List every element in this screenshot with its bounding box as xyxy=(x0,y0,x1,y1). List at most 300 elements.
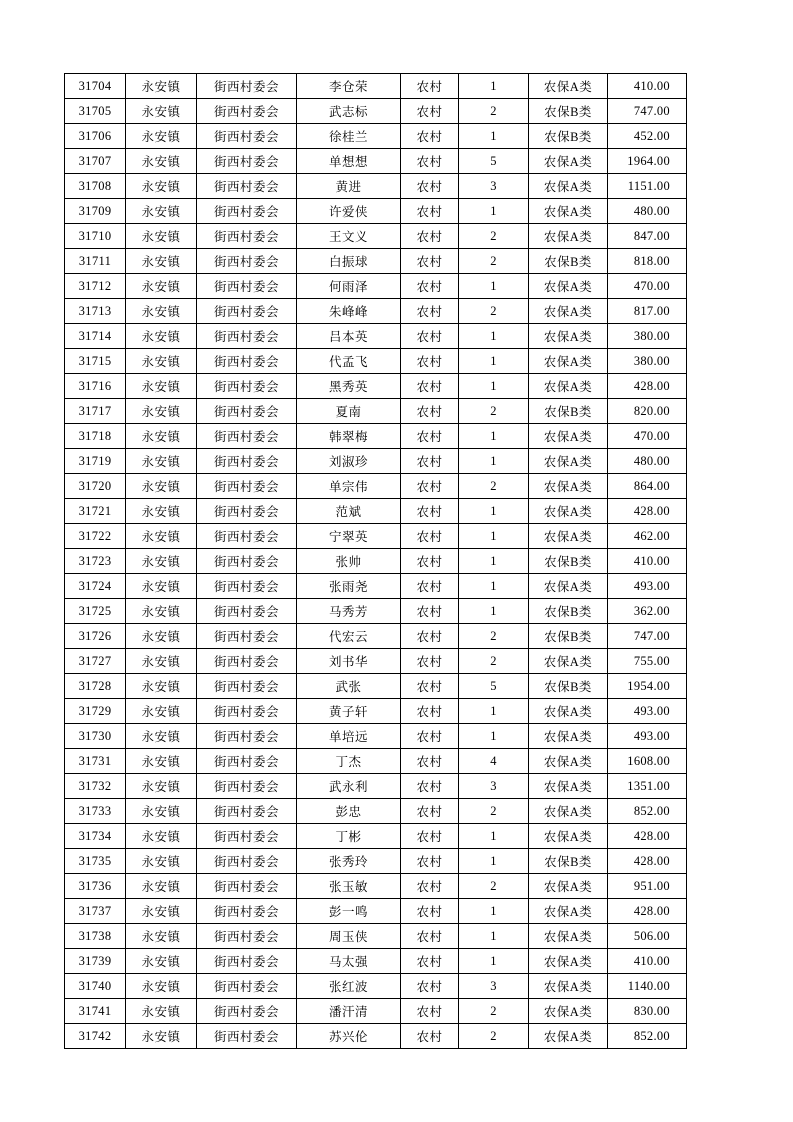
cell-count: 3 xyxy=(459,774,529,799)
cell-category: 农保A类 xyxy=(529,524,608,549)
cell-town: 永安镇 xyxy=(126,474,197,499)
cell-town: 永安镇 xyxy=(126,949,197,974)
cell-town: 永安镇 xyxy=(126,699,197,724)
cell-town: 永安镇 xyxy=(126,549,197,574)
cell-residence: 农村 xyxy=(401,199,459,224)
cell-village: 街西村委会 xyxy=(197,324,297,349)
cell-count: 2 xyxy=(459,474,529,499)
cell-residence: 农村 xyxy=(401,924,459,949)
table-row xyxy=(65,474,687,499)
cell-name: 彭忠 xyxy=(297,799,401,824)
cell-id: 31715 xyxy=(65,349,126,374)
cell-name: 夏南 xyxy=(297,399,401,424)
cell-village: 街西村委会 xyxy=(197,349,297,374)
cell-residence: 农村 xyxy=(401,799,459,824)
cell-village: 街西村委会 xyxy=(197,399,297,424)
table-row xyxy=(65,124,687,149)
cell-village: 街西村委会 xyxy=(197,574,297,599)
table-row xyxy=(65,624,687,649)
cell-amount: 817.00 xyxy=(608,299,687,324)
cell-category: 农保A类 xyxy=(529,699,608,724)
cell-residence: 农村 xyxy=(401,399,459,424)
cell-category: 农保A类 xyxy=(529,774,608,799)
cell-residence: 农村 xyxy=(401,474,459,499)
cell-id: 31738 xyxy=(65,924,126,949)
cell-category: 农保A类 xyxy=(529,799,608,824)
cell-name: 丁杰 xyxy=(297,749,401,774)
cell-amount: 830.00 xyxy=(608,999,687,1024)
cell-residence: 农村 xyxy=(401,1024,459,1049)
cell-amount: 480.00 xyxy=(608,449,687,474)
table-row xyxy=(65,324,687,349)
cell-count: 2 xyxy=(459,999,529,1024)
cell-name: 宁翠英 xyxy=(297,524,401,549)
cell-name: 黑秀英 xyxy=(297,374,401,399)
cell-village: 街西村委会 xyxy=(197,199,297,224)
cell-amount: 1151.00 xyxy=(608,174,687,199)
table-row xyxy=(65,249,687,274)
cell-town: 永安镇 xyxy=(126,324,197,349)
cell-village: 街西村委会 xyxy=(197,874,297,899)
cell-name: 李仓荣 xyxy=(297,74,401,99)
table-row xyxy=(65,99,687,124)
cell-residence: 农村 xyxy=(401,899,459,924)
cell-id: 31736 xyxy=(65,874,126,899)
cell-amount: 1964.00 xyxy=(608,149,687,174)
cell-residence: 农村 xyxy=(401,949,459,974)
cell-name: 潘汗清 xyxy=(297,999,401,1024)
cell-id: 31737 xyxy=(65,899,126,924)
cell-name: 朱峰峰 xyxy=(297,299,401,324)
table-row xyxy=(65,74,687,99)
cell-name: 彭一鸣 xyxy=(297,899,401,924)
table-row xyxy=(65,949,687,974)
cell-residence: 农村 xyxy=(401,999,459,1024)
cell-town: 永安镇 xyxy=(126,924,197,949)
cell-town: 永安镇 xyxy=(126,1024,197,1049)
cell-name: 张雨尧 xyxy=(297,574,401,599)
cell-amount: 428.00 xyxy=(608,849,687,874)
cell-amount: 493.00 xyxy=(608,699,687,724)
table-row xyxy=(65,374,687,399)
records-table xyxy=(64,73,687,1049)
cell-residence: 农村 xyxy=(401,524,459,549)
cell-residence: 农村 xyxy=(401,974,459,999)
table-row xyxy=(65,699,687,724)
cell-amount: 493.00 xyxy=(608,724,687,749)
cell-village: 街西村委会 xyxy=(197,549,297,574)
cell-amount: 410.00 xyxy=(608,549,687,574)
cell-town: 永安镇 xyxy=(126,724,197,749)
cell-id: 31711 xyxy=(65,249,126,274)
cell-name: 周玉侠 xyxy=(297,924,401,949)
table-row xyxy=(65,349,687,374)
cell-category: 农保A类 xyxy=(529,574,608,599)
cell-id: 31730 xyxy=(65,724,126,749)
cell-town: 永安镇 xyxy=(126,649,197,674)
cell-count: 1 xyxy=(459,324,529,349)
table-row xyxy=(65,399,687,424)
table-row xyxy=(65,824,687,849)
cell-amount: 818.00 xyxy=(608,249,687,274)
cell-village: 街西村委会 xyxy=(197,149,297,174)
cell-count: 3 xyxy=(459,974,529,999)
cell-town: 永安镇 xyxy=(126,124,197,149)
cell-category: 农保A类 xyxy=(529,299,608,324)
cell-name: 苏兴伦 xyxy=(297,1024,401,1049)
cell-residence: 农村 xyxy=(401,224,459,249)
cell-name: 张帅 xyxy=(297,549,401,574)
table-row xyxy=(65,199,687,224)
cell-residence: 农村 xyxy=(401,324,459,349)
cell-category: 农保A类 xyxy=(529,949,608,974)
cell-name: 代孟飞 xyxy=(297,349,401,374)
cell-village: 街西村委会 xyxy=(197,699,297,724)
table-row xyxy=(65,499,687,524)
cell-id: 31709 xyxy=(65,199,126,224)
cell-count: 2 xyxy=(459,299,529,324)
cell-category: 农保B类 xyxy=(529,124,608,149)
cell-id: 31719 xyxy=(65,449,126,474)
cell-amount: 747.00 xyxy=(608,99,687,124)
cell-residence: 农村 xyxy=(401,149,459,174)
table-row xyxy=(65,549,687,574)
cell-residence: 农村 xyxy=(401,424,459,449)
cell-residence: 农村 xyxy=(401,724,459,749)
cell-village: 街西村委会 xyxy=(197,99,297,124)
cell-town: 永安镇 xyxy=(126,524,197,549)
cell-residence: 农村 xyxy=(401,774,459,799)
cell-count: 2 xyxy=(459,799,529,824)
cell-town: 永安镇 xyxy=(126,199,197,224)
cell-category: 农保A类 xyxy=(529,224,608,249)
cell-id: 31713 xyxy=(65,299,126,324)
cell-village: 街西村委会 xyxy=(197,1024,297,1049)
cell-category: 农保A类 xyxy=(529,974,608,999)
cell-category: 农保A类 xyxy=(529,349,608,374)
cell-id: 31740 xyxy=(65,974,126,999)
table-row xyxy=(65,274,687,299)
cell-id: 31710 xyxy=(65,224,126,249)
cell-name: 范斌 xyxy=(297,499,401,524)
cell-category: 农保A类 xyxy=(529,149,608,174)
cell-id: 31731 xyxy=(65,749,126,774)
cell-category: 农保B类 xyxy=(529,249,608,274)
cell-count: 1 xyxy=(459,924,529,949)
table-row xyxy=(65,799,687,824)
cell-village: 街西村委会 xyxy=(197,449,297,474)
cell-category: 农保A类 xyxy=(529,649,608,674)
cell-name: 黄进 xyxy=(297,174,401,199)
cell-count: 1 xyxy=(459,124,529,149)
cell-town: 永安镇 xyxy=(126,174,197,199)
cell-amount: 470.00 xyxy=(608,274,687,299)
cell-amount: 1608.00 xyxy=(608,749,687,774)
cell-id: 31733 xyxy=(65,799,126,824)
cell-id: 31741 xyxy=(65,999,126,1024)
cell-count: 1 xyxy=(459,274,529,299)
cell-village: 街西村委会 xyxy=(197,624,297,649)
cell-village: 街西村委会 xyxy=(197,849,297,874)
cell-village: 街西村委会 xyxy=(197,799,297,824)
cell-id: 31704 xyxy=(65,74,126,99)
cell-name: 武张 xyxy=(297,674,401,699)
table-row xyxy=(65,449,687,474)
cell-amount: 428.00 xyxy=(608,499,687,524)
table-row xyxy=(65,974,687,999)
table-row xyxy=(65,774,687,799)
cell-id: 31728 xyxy=(65,674,126,699)
cell-village: 街西村委会 xyxy=(197,974,297,999)
cell-category: 农保A类 xyxy=(529,499,608,524)
cell-count: 1 xyxy=(459,949,529,974)
cell-residence: 农村 xyxy=(401,574,459,599)
cell-id: 31723 xyxy=(65,549,126,574)
cell-category: 农保A类 xyxy=(529,749,608,774)
cell-count: 1 xyxy=(459,849,529,874)
cell-amount: 820.00 xyxy=(608,399,687,424)
cell-count: 1 xyxy=(459,899,529,924)
cell-count: 1 xyxy=(459,724,529,749)
cell-count: 2 xyxy=(459,99,529,124)
cell-id: 31739 xyxy=(65,949,126,974)
cell-count: 1 xyxy=(459,374,529,399)
cell-residence: 农村 xyxy=(401,299,459,324)
cell-amount: 747.00 xyxy=(608,624,687,649)
cell-id: 31742 xyxy=(65,1024,126,1049)
table-row xyxy=(65,849,687,874)
cell-name: 何雨泽 xyxy=(297,274,401,299)
cell-count: 2 xyxy=(459,1024,529,1049)
cell-id: 31729 xyxy=(65,699,126,724)
cell-count: 2 xyxy=(459,399,529,424)
cell-name: 单培远 xyxy=(297,724,401,749)
cell-category: 农保B类 xyxy=(529,399,608,424)
cell-village: 街西村委会 xyxy=(197,124,297,149)
cell-amount: 410.00 xyxy=(608,74,687,99)
cell-residence: 农村 xyxy=(401,449,459,474)
cell-amount: 1954.00 xyxy=(608,674,687,699)
table-row xyxy=(65,874,687,899)
cell-category: 农保A类 xyxy=(529,174,608,199)
cell-amount: 452.00 xyxy=(608,124,687,149)
cell-village: 街西村委会 xyxy=(197,174,297,199)
cell-name: 韩翠梅 xyxy=(297,424,401,449)
cell-village: 街西村委会 xyxy=(197,999,297,1024)
table-row xyxy=(65,649,687,674)
cell-id: 31705 xyxy=(65,99,126,124)
cell-residence: 农村 xyxy=(401,249,459,274)
cell-name: 张红波 xyxy=(297,974,401,999)
cell-count: 2 xyxy=(459,874,529,899)
cell-category: 农保B类 xyxy=(529,624,608,649)
cell-id: 31706 xyxy=(65,124,126,149)
cell-category: 农保A类 xyxy=(529,474,608,499)
cell-residence: 农村 xyxy=(401,349,459,374)
cell-category: 农保A类 xyxy=(529,824,608,849)
cell-amount: 480.00 xyxy=(608,199,687,224)
cell-name: 丁彬 xyxy=(297,824,401,849)
cell-residence: 农村 xyxy=(401,124,459,149)
cell-count: 1 xyxy=(459,699,529,724)
cell-category: 农保A类 xyxy=(529,374,608,399)
cell-category: 农保B类 xyxy=(529,549,608,574)
cell-town: 永安镇 xyxy=(126,574,197,599)
cell-residence: 农村 xyxy=(401,824,459,849)
cell-village: 街西村委会 xyxy=(197,499,297,524)
cell-amount: 428.00 xyxy=(608,824,687,849)
cell-id: 31707 xyxy=(65,149,126,174)
cell-village: 街西村委会 xyxy=(197,774,297,799)
cell-count: 2 xyxy=(459,224,529,249)
cell-name: 王文义 xyxy=(297,224,401,249)
cell-residence: 农村 xyxy=(401,699,459,724)
cell-town: 永安镇 xyxy=(126,999,197,1024)
cell-village: 街西村委会 xyxy=(197,724,297,749)
cell-id: 31734 xyxy=(65,824,126,849)
cell-name: 刘书华 xyxy=(297,649,401,674)
table-row xyxy=(65,174,687,199)
cell-id: 31718 xyxy=(65,424,126,449)
cell-amount: 410.00 xyxy=(608,949,687,974)
cell-amount: 506.00 xyxy=(608,924,687,949)
cell-count: 1 xyxy=(459,549,529,574)
cell-id: 31714 xyxy=(65,324,126,349)
cell-town: 永安镇 xyxy=(126,449,197,474)
cell-count: 5 xyxy=(459,149,529,174)
table-row xyxy=(65,574,687,599)
cell-name: 徐桂兰 xyxy=(297,124,401,149)
cell-village: 街西村委会 xyxy=(197,224,297,249)
cell-town: 永安镇 xyxy=(126,74,197,99)
cell-residence: 农村 xyxy=(401,549,459,574)
cell-town: 永安镇 xyxy=(126,274,197,299)
cell-id: 31716 xyxy=(65,374,126,399)
cell-name: 单想想 xyxy=(297,149,401,174)
cell-town: 永安镇 xyxy=(126,899,197,924)
cell-village: 街西村委会 xyxy=(197,274,297,299)
cell-category: 农保A类 xyxy=(529,724,608,749)
cell-residence: 农村 xyxy=(401,274,459,299)
cell-category: 农保A类 xyxy=(529,924,608,949)
cell-id: 31735 xyxy=(65,849,126,874)
cell-count: 1 xyxy=(459,424,529,449)
cell-village: 街西村委会 xyxy=(197,424,297,449)
cell-residence: 农村 xyxy=(401,674,459,699)
cell-amount: 1140.00 xyxy=(608,974,687,999)
cell-category: 农保A类 xyxy=(529,449,608,474)
cell-id: 31725 xyxy=(65,599,126,624)
cell-count: 1 xyxy=(459,524,529,549)
cell-village: 街西村委会 xyxy=(197,899,297,924)
cell-name: 代宏云 xyxy=(297,624,401,649)
cell-residence: 农村 xyxy=(401,99,459,124)
cell-town: 永安镇 xyxy=(126,424,197,449)
cell-name: 张玉敏 xyxy=(297,874,401,899)
cell-category: 农保A类 xyxy=(529,74,608,99)
cell-town: 永安镇 xyxy=(126,974,197,999)
cell-category: 农保A类 xyxy=(529,199,608,224)
cell-village: 街西村委会 xyxy=(197,824,297,849)
cell-village: 街西村委会 xyxy=(197,749,297,774)
cell-amount: 864.00 xyxy=(608,474,687,499)
cell-id: 31726 xyxy=(65,624,126,649)
cell-amount: 852.00 xyxy=(608,1024,687,1049)
cell-category: 农保B类 xyxy=(529,599,608,624)
cell-town: 永安镇 xyxy=(126,749,197,774)
cell-id: 31727 xyxy=(65,649,126,674)
cell-category: 农保B类 xyxy=(529,674,608,699)
table-row xyxy=(65,299,687,324)
cell-count: 5 xyxy=(459,674,529,699)
cell-village: 街西村委会 xyxy=(197,924,297,949)
cell-name: 武永利 xyxy=(297,774,401,799)
cell-town: 永安镇 xyxy=(126,399,197,424)
cell-residence: 农村 xyxy=(401,624,459,649)
cell-id: 31712 xyxy=(65,274,126,299)
cell-village: 街西村委会 xyxy=(197,474,297,499)
cell-town: 永安镇 xyxy=(126,99,197,124)
table-row xyxy=(65,524,687,549)
cell-id: 31721 xyxy=(65,499,126,524)
cell-category: 农保B类 xyxy=(529,99,608,124)
cell-category: 农保A类 xyxy=(529,274,608,299)
cell-residence: 农村 xyxy=(401,649,459,674)
cell-amount: 755.00 xyxy=(608,649,687,674)
cell-town: 永安镇 xyxy=(126,624,197,649)
cell-name: 刘淑珍 xyxy=(297,449,401,474)
cell-name: 白振球 xyxy=(297,249,401,274)
cell-town: 永安镇 xyxy=(126,774,197,799)
cell-residence: 农村 xyxy=(401,374,459,399)
cell-residence: 农村 xyxy=(401,849,459,874)
cell-town: 永安镇 xyxy=(126,599,197,624)
cell-id: 31717 xyxy=(65,399,126,424)
cell-town: 永安镇 xyxy=(126,224,197,249)
cell-amount: 493.00 xyxy=(608,574,687,599)
cell-residence: 农村 xyxy=(401,874,459,899)
cell-category: 农保A类 xyxy=(529,874,608,899)
cell-count: 1 xyxy=(459,449,529,474)
table-row xyxy=(65,674,687,699)
cell-amount: 362.00 xyxy=(608,599,687,624)
cell-amount: 428.00 xyxy=(608,899,687,924)
table-row xyxy=(65,424,687,449)
cell-town: 永安镇 xyxy=(126,149,197,174)
cell-village: 街西村委会 xyxy=(197,949,297,974)
cell-village: 街西村委会 xyxy=(197,524,297,549)
cell-id: 31732 xyxy=(65,774,126,799)
cell-category: 农保A类 xyxy=(529,1024,608,1049)
cell-town: 永安镇 xyxy=(126,799,197,824)
cell-town: 永安镇 xyxy=(126,674,197,699)
cell-amount: 1351.00 xyxy=(608,774,687,799)
cell-count: 1 xyxy=(459,499,529,524)
table-row xyxy=(65,899,687,924)
table-row xyxy=(65,924,687,949)
cell-town: 永安镇 xyxy=(126,299,197,324)
cell-name: 许爱侠 xyxy=(297,199,401,224)
cell-name: 张秀玲 xyxy=(297,849,401,874)
table-row xyxy=(65,724,687,749)
cell-count: 4 xyxy=(459,749,529,774)
cell-count: 1 xyxy=(459,574,529,599)
cell-town: 永安镇 xyxy=(126,874,197,899)
cell-amount: 470.00 xyxy=(608,424,687,449)
cell-amount: 380.00 xyxy=(608,324,687,349)
cell-count: 1 xyxy=(459,599,529,624)
cell-name: 黄子轩 xyxy=(297,699,401,724)
